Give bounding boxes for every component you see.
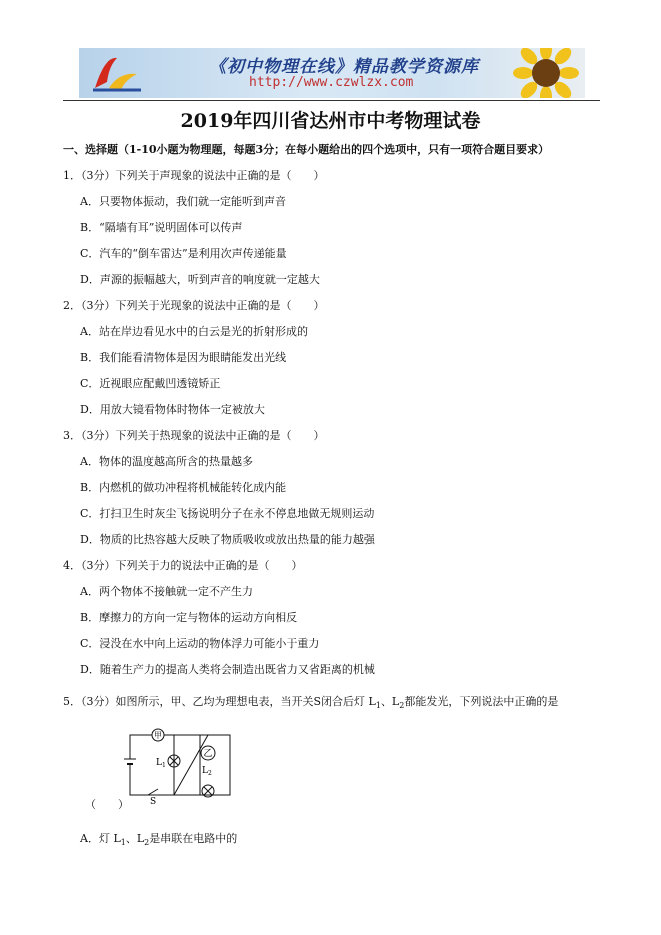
question-stem: 5．（3分）如图所示，甲、乙均为理想电表，当开关S闭合后灯 $L_1$、$L_2$都能发光，下列说法中正确的是: [63, 695, 559, 711]
option-text: A．两个物体不接触就一定不产生力: [80, 585, 253, 598]
option-text: B．“隔墙有耳”说明固体可以传声: [80, 221, 243, 234]
option-text: A．物体的温度越高所含的热量越多: [80, 455, 253, 468]
option-text: A．站在岸边看见水中的白云是光的折射形成的: [80, 325, 308, 338]
answer-paren: （ ）: [85, 798, 129, 811]
exam-title: 2019年四川省达州市中考物理试卷: [180, 110, 481, 132]
question-stem: 4．（3分）下列关于力的说法中正确的是（ ）: [63, 559, 303, 572]
section-header: 一、选择题（1-10小题为物理题，每题3分；在每小题给出的四个选项中，只有一项符合题目要求）: [63, 143, 550, 156]
question-stem: 3．（3分）下列关于热现象的说法中正确的是（ ）: [63, 429, 325, 442]
banner-title: 《初中物理在线》精品教学资源库: [209, 57, 479, 77]
lamp2-label: L: [202, 766, 208, 776]
circuit-diagram: [118, 723, 240, 805]
meter-jia-label: 甲: [154, 731, 162, 740]
banner-url[interactable]: http://www.czwlzx.com: [249, 75, 414, 90]
question-stem: 2．（3分）下列关于光现象的说法中正确的是（ ）: [63, 299, 325, 312]
lamp1-label: L: [156, 758, 162, 768]
header-banner: [79, 48, 585, 98]
header-divider: [63, 100, 600, 101]
option-text: B．我们能看清物体是因为眼睛能发出光线: [80, 351, 287, 364]
option-text: A．只要物体振动，我们就一定能听到声音: [80, 195, 286, 208]
meter-yi-label: 乙: [203, 749, 213, 759]
option-text: C．近视眼应配戴凹透镜矫正: [80, 377, 221, 390]
option-text: D．声源的振幅越大，听到声音的响度就一定越大: [80, 273, 320, 286]
sunflower-icon: [511, 48, 581, 98]
svg-text:L1: $L_1$: [156, 758, 166, 769]
switch-label: S: [150, 797, 157, 805]
question-stem: 1．（3分）下列关于声现象的说法中正确的是（ ）: [63, 169, 325, 182]
option-text: B．摩擦力的方向一定与物体的运动方向相反: [80, 611, 298, 624]
option-text: C．汽车的“倒车雷达”是利用次声传递能量: [80, 247, 287, 260]
option-text: A．灯 $L_1$、$L_2$是串联在电路中的: [80, 832, 238, 848]
site-logo: [87, 52, 147, 94]
svg-text:L2: $L_2$: [202, 766, 212, 777]
option-text: C．浸没在水中向上运动的物体浮力可能小于重力: [80, 637, 320, 650]
option-text: C．打扫卫生时灰尘飞扬说明分子在永不停息地做无规则运动: [80, 507, 375, 520]
option-text: D．物质的比热容越大反映了物质吸收或放出热量的能力越强: [80, 533, 375, 546]
option-text: D．随着生产力的提高人类将会制造出既省力又省距离的机械: [80, 663, 375, 676]
option-text: D．用放大镜看物体时物体一定被放大: [80, 403, 265, 416]
option-text: B．内燃机的做功冲程将机械能转化成内能: [80, 481, 287, 494]
